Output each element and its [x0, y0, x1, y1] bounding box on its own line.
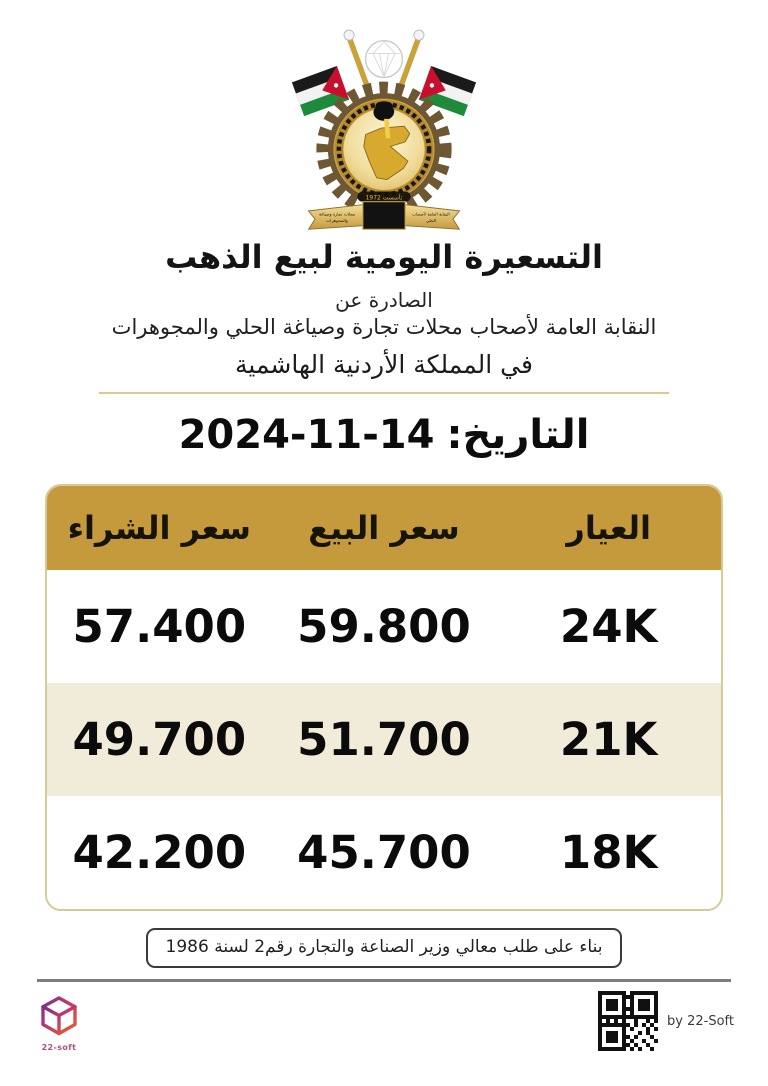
sell-price-24k: 59.800	[297, 600, 471, 653]
syndicate-emblem-graphic	[292, 24, 476, 234]
sell-price-21k: 51.700	[297, 713, 471, 766]
qr-code-icon	[598, 991, 658, 1051]
brand-logo	[30, 995, 88, 1052]
date-value: 14-11-2024	[178, 412, 435, 458]
legal-note: بناء على طلب معالي وزير الصناعة والتجارة رقم2 لسنة 1986	[146, 928, 623, 968]
diamond-icon	[366, 41, 403, 78]
issued-by-line: الصادرة عن	[335, 288, 433, 312]
table-row	[47, 570, 721, 683]
cube-logo-icon	[37, 995, 81, 1041]
organization-line: النقابة العامة لأصحاب محلات تجارة وصياغة الحلي والمجوهرات	[111, 315, 657, 339]
footer	[0, 982, 768, 1052]
header-sell-price: سعر البيع	[308, 509, 460, 547]
karat-21k: 21K	[559, 713, 658, 766]
brand-name: 22-soft	[41, 1043, 77, 1052]
table-row	[47, 796, 721, 909]
page-title: التسعيرة اليومية لبيع الذهب	[165, 238, 603, 276]
header-karat: العيار	[566, 509, 651, 547]
gold-divider	[99, 392, 669, 394]
karat-24k: 24K	[559, 600, 658, 653]
ribbon-right-text-1: النقابة العامة لأصحاب	[412, 211, 450, 217]
table-header-row	[47, 486, 721, 570]
country-line: في المملكة الأردنية الهاشمية	[235, 350, 533, 379]
table-row	[47, 683, 721, 796]
credit-text: by 22-Soft	[667, 1013, 734, 1029]
buy-price-24k: 57.400	[72, 600, 247, 653]
header-buy-price: سعر الشراء	[67, 509, 251, 547]
ribbon-right-text-2: الحلي	[425, 217, 436, 223]
qr-credit-group	[598, 991, 734, 1051]
date-line	[0, 412, 768, 458]
sell-price-18k: 45.700	[297, 826, 471, 879]
syndicate-emblem	[0, 0, 768, 234]
note-container	[0, 928, 768, 968]
gold-price-table	[45, 484, 723, 911]
buy-price-21k: 49.700	[72, 713, 247, 766]
ribbon-left-text-2: والمجوهرات	[326, 217, 348, 223]
emblem-established-text: تأسست 1972	[365, 194, 403, 202]
ribbon-left-text-1: محلات تجارة وصياغة	[318, 211, 356, 217]
date-label: التاريخ:	[446, 412, 590, 458]
ribbon-banner	[309, 202, 460, 230]
buy-price-18k: 42.200	[72, 826, 247, 879]
karat-18k: 18K	[559, 826, 658, 879]
